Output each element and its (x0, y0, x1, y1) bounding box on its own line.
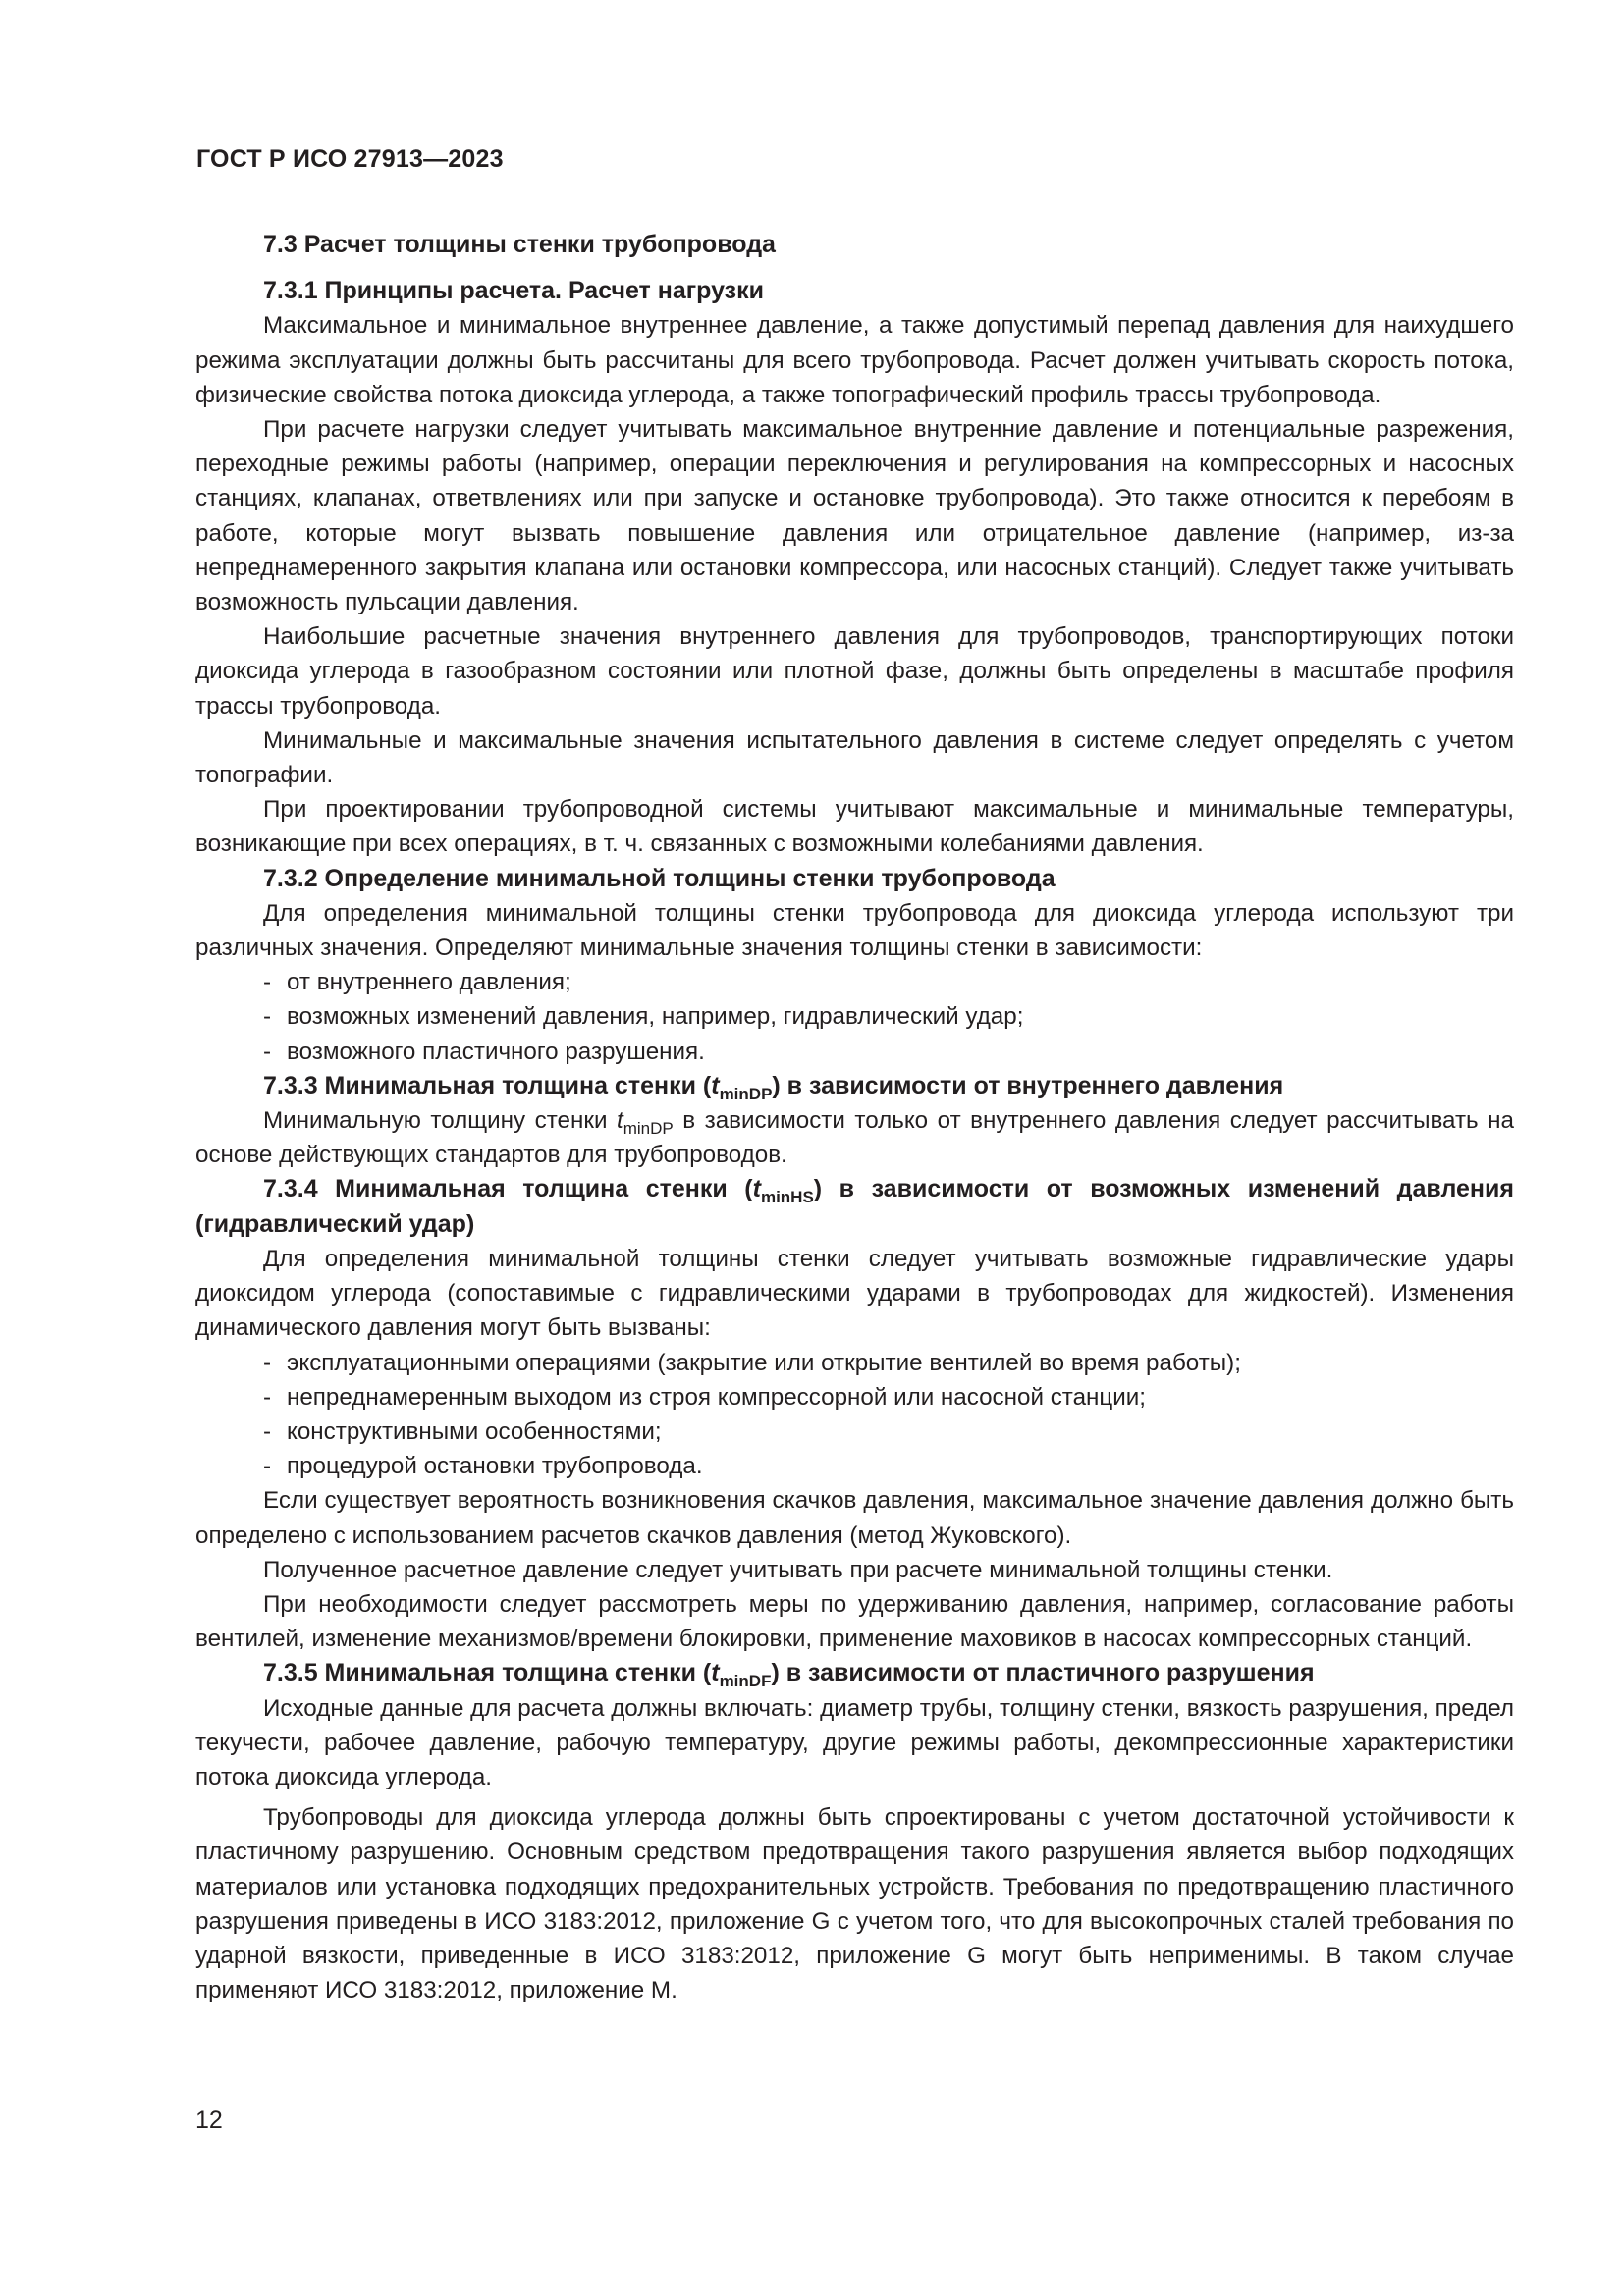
section-7-3-5-title: 7.3.5 Минимальная толщина стенки $(t_{minDF})$ в зависимости от пластичного разрушения (263, 1659, 1315, 1691)
list-item: - возможного пластичного разрушения. (195, 1035, 1514, 1069)
list-item: - процедурой остановки трубопровода. (195, 1449, 1514, 1483)
section-7-3-1-paragraph-5: При проектировании трубопроводной системы учитывают максимальные и минимальные температуры, возникающие при всех операциях, в т. ч. связанных с возможными колебаниями давления. (195, 796, 1514, 858)
section-7-3-4-paragraph-3: Полученное расчетное давление следует учитывать при расчете минимальной толщины стенки. (263, 1556, 1333, 1583)
section-7-3-2-title: 7.3.2 Определение минимальной толщины стенки трубопровода (263, 864, 1056, 892)
list-dash: - (263, 1349, 272, 1376)
section-7-3-3-title: 7.3.3 Минимальная толщина стенки $(t_{minDP})$ в зависимости от внутреннего давления (263, 1071, 1284, 1103)
section-7-3-1-paragraph-4: Минимальные и максимальные значения испытательного давления в системе следует определять с учетом топографии. (195, 726, 1514, 789)
section-7-3-1-paragraph-3: Наибольшие расчетные значения внутреннего давления для трубопроводов, транспортирующих потоки диоксида углерода в газообразном состоянии или плотной фазе, должны быть определены в масштабе профиля трассы трубопровода. (195, 623, 1514, 720)
section-7-3-4-list (195, 1346, 1514, 1484)
list-dash: - (263, 1417, 272, 1445)
subscript-mindf: minDF (719, 1672, 772, 1691)
list-item: - возможных изменений давления, например, гидравлический удар; (195, 999, 1514, 1034)
variable-t: t (616, 1107, 623, 1135)
subscript-mindp: minDP (623, 1119, 674, 1139)
section-7-3-4-title: 7.3.4 Минимальная толщина стенки $(t_{minHS})$ в зависимости от возможных изменений давления (гидравлический удар) (195, 1175, 1514, 1238)
variable-t: t (711, 1071, 720, 1099)
section-7-3-title: 7.3 Расчет толщины стенки трубопровода (263, 231, 776, 258)
list-dash: - (263, 1003, 272, 1031)
variable-t: t (752, 1175, 761, 1203)
list-item: - эксплуатационными операциями (закрытие или открытие вентилей во время работы); (195, 1346, 1514, 1380)
section-7-3-1-paragraph-2: При расчете нагрузки следует учитывать максимальное внутренние давление и потенциальные разрежения, переходные режимы работы (например, операции переключения и регулирования на компрессорных и насосных станциях, клапанах, ответвлениях или при запуске и остановке трубопровода). Это также относится к перебоям в работе, которые могут вызвать повышение давления или отрицательное давление (например, из-за непреднамеренного закрытия клапана или остановки компрессора, или насосных станций). Следует также учитывать возможность пульсации давления. (195, 416, 1514, 616)
section-7-3-2-paragraph-1: Для определения минимальной толщины стенки трубопровода для диоксида углерода используют три различных значения. Определяют минимальные значения толщины стенки в зависимости: (195, 899, 1514, 962)
list-item: - конструктивными особенностями; (195, 1415, 1514, 1449)
section-7-3-4-paragraph-2: Если существует вероятность возникновения скачков давления, максимальное значение давления должно быть определено с использованием расчетов скачков давления (метод Жуковского). (195, 1487, 1514, 1549)
list-dash: - (263, 1038, 272, 1065)
list-item: - непреднамеренным выходом из строя компрессорной или насосной станции; (195, 1380, 1514, 1415)
section-7-3-5-paragraph-1: Исходные данные для расчета должны включать: диаметр трубы, толщину стенки, вязкость разрушения, предел текучести, рабочее давление, рабочую температуру, другие режимы работы, декомпрессионные характеристики потока диоксида углерода. (195, 1694, 1514, 1790)
subscript-mindp: minDP (719, 1084, 773, 1103)
section-7-3-5-paragraph-2: Трубопроводы для диоксида углерода должны быть спроектированы с учетом достаточной устойчивости к пластичному разрушению. Основным средством предотвращения такого разрушения является выбор подходящих материалов или установка подходящих предохранительных устройств. Требования по предотвращению пластичного разрушения приведены в ИСО 3183:2012, приложение G с учетом того, что для высокопрочных сталей требования по ударной вязкости, приведенные в ИСО 3183:2012, приложение G могут быть неприменимы. В таком случае применяют ИСО 3183:2012, приложение М. (195, 1804, 1514, 2004)
list-dash: - (263, 1383, 272, 1411)
subscript-minhs: minHS (760, 1188, 814, 1207)
section-7-3-1-title: 7.3.1 Принципы расчета. Расчет нагрузки (263, 277, 764, 305)
section-7-3-4-paragraph-1: Для определения минимальной толщины стенки следует учитывать возможные гидравлические удары диоксидом углерода (сопоставимые с гидравлическими ударами в трубопроводах для жидкостей). Изменения динамического давления могут быть вызваны: (195, 1245, 1514, 1342)
section-7-3-4-paragraph-4: При необходимости следует рассмотреть меры по удерживанию давления, например, согласование работы вентилей, изменение механизмов/времени блокировки, применение маховиков в насосах компрессорных станций. (195, 1590, 1514, 1653)
section-7-3-2-list (195, 965, 1514, 1069)
page-number: 12 (195, 2107, 223, 2134)
page-content (195, 228, 1514, 2007)
section-7-3-3-paragraph-1: Минимальную толщину стенки $t_{minDP}$ в зависимости только от внутреннего давления следует рассчитывать на основе действующих стандартов для трубопроводов. (195, 1107, 1514, 1169)
running-head: ГОСТ Р ИСО 27913—2023 (196, 145, 504, 173)
variable-t: t (711, 1659, 720, 1687)
list-dash: - (263, 969, 272, 996)
list-item: - от внутреннего давления; (195, 965, 1514, 999)
list-dash: - (263, 1453, 272, 1480)
section-7-3-1-paragraph-1: Максимальное и минимальное внутреннее давление, а также допустимый перепад давления для наихудшего режима эксплуатации должны быть рассчитаны для всего трубопровода. Расчет должен учитывать скорость потока, физические свойства потока диоксида углерода, а также топографический профиль трассы трубопровода. (195, 312, 1514, 408)
